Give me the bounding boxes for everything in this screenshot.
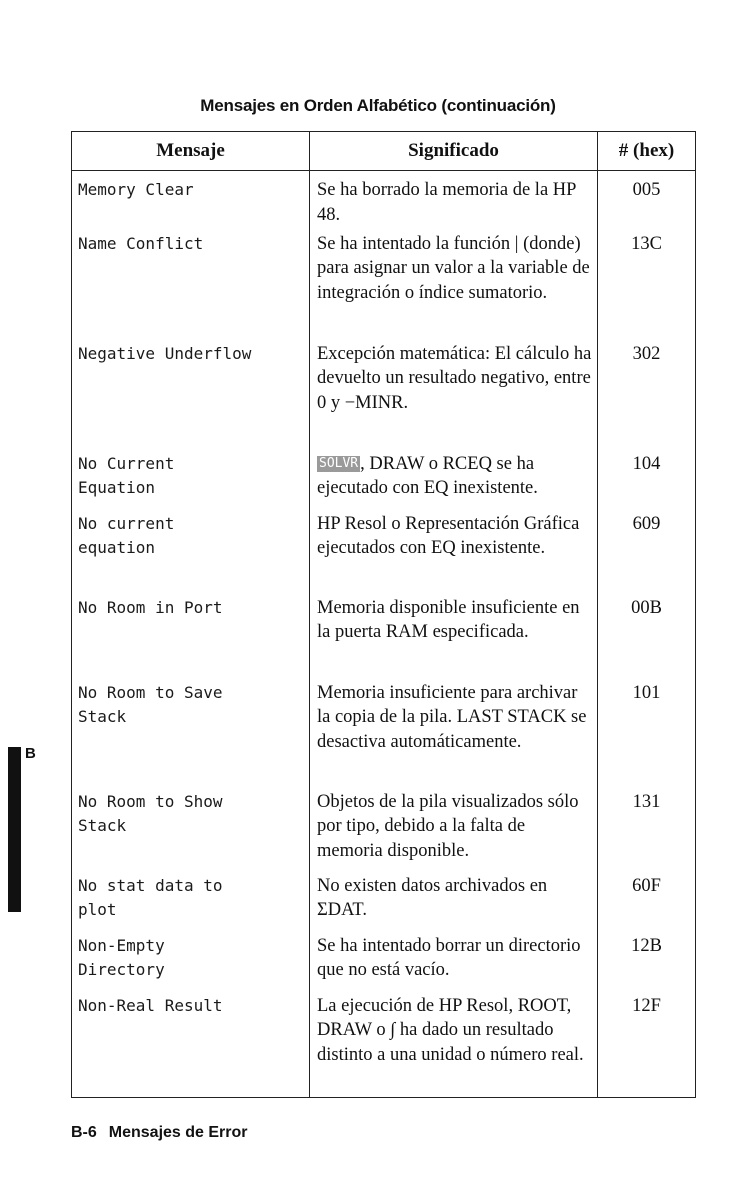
message-cell: Non-Empty Directory — [78, 935, 165, 979]
meaning-cell: Memoria disponible insuficiente en la puerta RAM especificada. — [317, 597, 580, 642]
meaning-cell: Se ha intentado la función | (donde) para asignar un valor a la variable de integración o índice sumatorio. — [317, 233, 590, 303]
meaning-cell: La ejecución de HP Resol, ROOT, DRAW o ∫ ha dado un resultado distinto a una unidad o número real. — [317, 995, 584, 1065]
column-header-meaning: Significado — [310, 132, 598, 171]
table-row — [72, 232, 696, 342]
hex-code-cell: 60F — [632, 875, 661, 896]
hex-code-cell: 13C — [631, 233, 662, 254]
softkey-label: SOLVR — [319, 455, 359, 471]
table-row — [72, 171, 696, 232]
meaning-cell: Objetos de la pila visualizados sólo por tipo, debido a la falta de memoria disponible. — [317, 791, 579, 861]
meaning-cell: Se ha borrado la memoria de la HP 48. — [317, 180, 576, 225]
page-title: Mensajes en Orden Alfabético (continuación) — [200, 96, 556, 115]
meaning-cell: No existen datos archivados en ΣDAT. — [317, 875, 548, 920]
table-row — [72, 342, 696, 452]
hex-code-cell: 101 — [632, 682, 661, 703]
message-cell: No stat data to plot — [78, 875, 223, 919]
message-cell: Negative Underflow — [78, 343, 252, 363]
table-row — [72, 994, 696, 1098]
message-cell: Name Conflict — [78, 233, 204, 253]
hex-code-cell: 131 — [632, 791, 661, 812]
page-number: B-6 — [71, 1124, 97, 1141]
section-tab-bar — [8, 747, 21, 912]
message-cell: No current equation — [78, 513, 175, 557]
meaning-cell: Excepción matemática: El cálculo ha devuelto un resultado negativo, entre 0 y −MINR. — [317, 343, 592, 413]
hex-code-cell: 12F — [632, 995, 661, 1016]
meaning-cell: Se ha intentado borrar un directorio que no está vacío. — [317, 935, 581, 980]
table-row — [72, 934, 696, 994]
table-row — [72, 512, 696, 596]
message-cell: No Current Equation — [78, 453, 175, 497]
hex-code-cell: 302 — [632, 343, 661, 364]
hex-code-cell: 104 — [632, 453, 661, 474]
error-messages-table — [71, 131, 696, 1098]
hex-code-cell: 609 — [632, 513, 661, 534]
section-tab-letter: B — [25, 745, 36, 762]
message-cell: No Room in Port — [78, 597, 223, 617]
meaning-cell: SOLVR , DRAW o RCEQ se ha ejecutado con EQ inexistente. — [317, 453, 538, 498]
message-cell: No Room to Show Stack — [78, 791, 223, 835]
meaning-cell: Memoria insuficiente para archivar la copia de la pila. LAST STACK se desactiva automáticamente. — [317, 682, 587, 752]
meaning-cell: HP Resol o Representación Gráfica ejecutados con EQ inexistente. — [317, 513, 580, 558]
table-row — [72, 452, 696, 512]
table-row — [72, 681, 696, 790]
hex-code-cell: 005 — [632, 180, 661, 200]
hex-code-cell: 00B — [631, 597, 662, 618]
table-row — [72, 596, 696, 681]
message-cell: Memory Clear — [78, 180, 194, 199]
column-header-hex: # (hex) — [598, 132, 696, 171]
hex-code-cell: 12B — [631, 935, 662, 956]
column-header-message: Mensaje — [72, 132, 310, 171]
table-row — [72, 874, 696, 934]
table-row — [72, 790, 696, 874]
page-footer — [71, 1124, 248, 1142]
table-header-row — [72, 132, 696, 171]
footer-section-title: Mensajes de Error — [108, 1124, 248, 1141]
message-cell: Non-Real Result — [78, 995, 223, 1015]
message-cell: No Room to Save Stack — [78, 682, 223, 726]
